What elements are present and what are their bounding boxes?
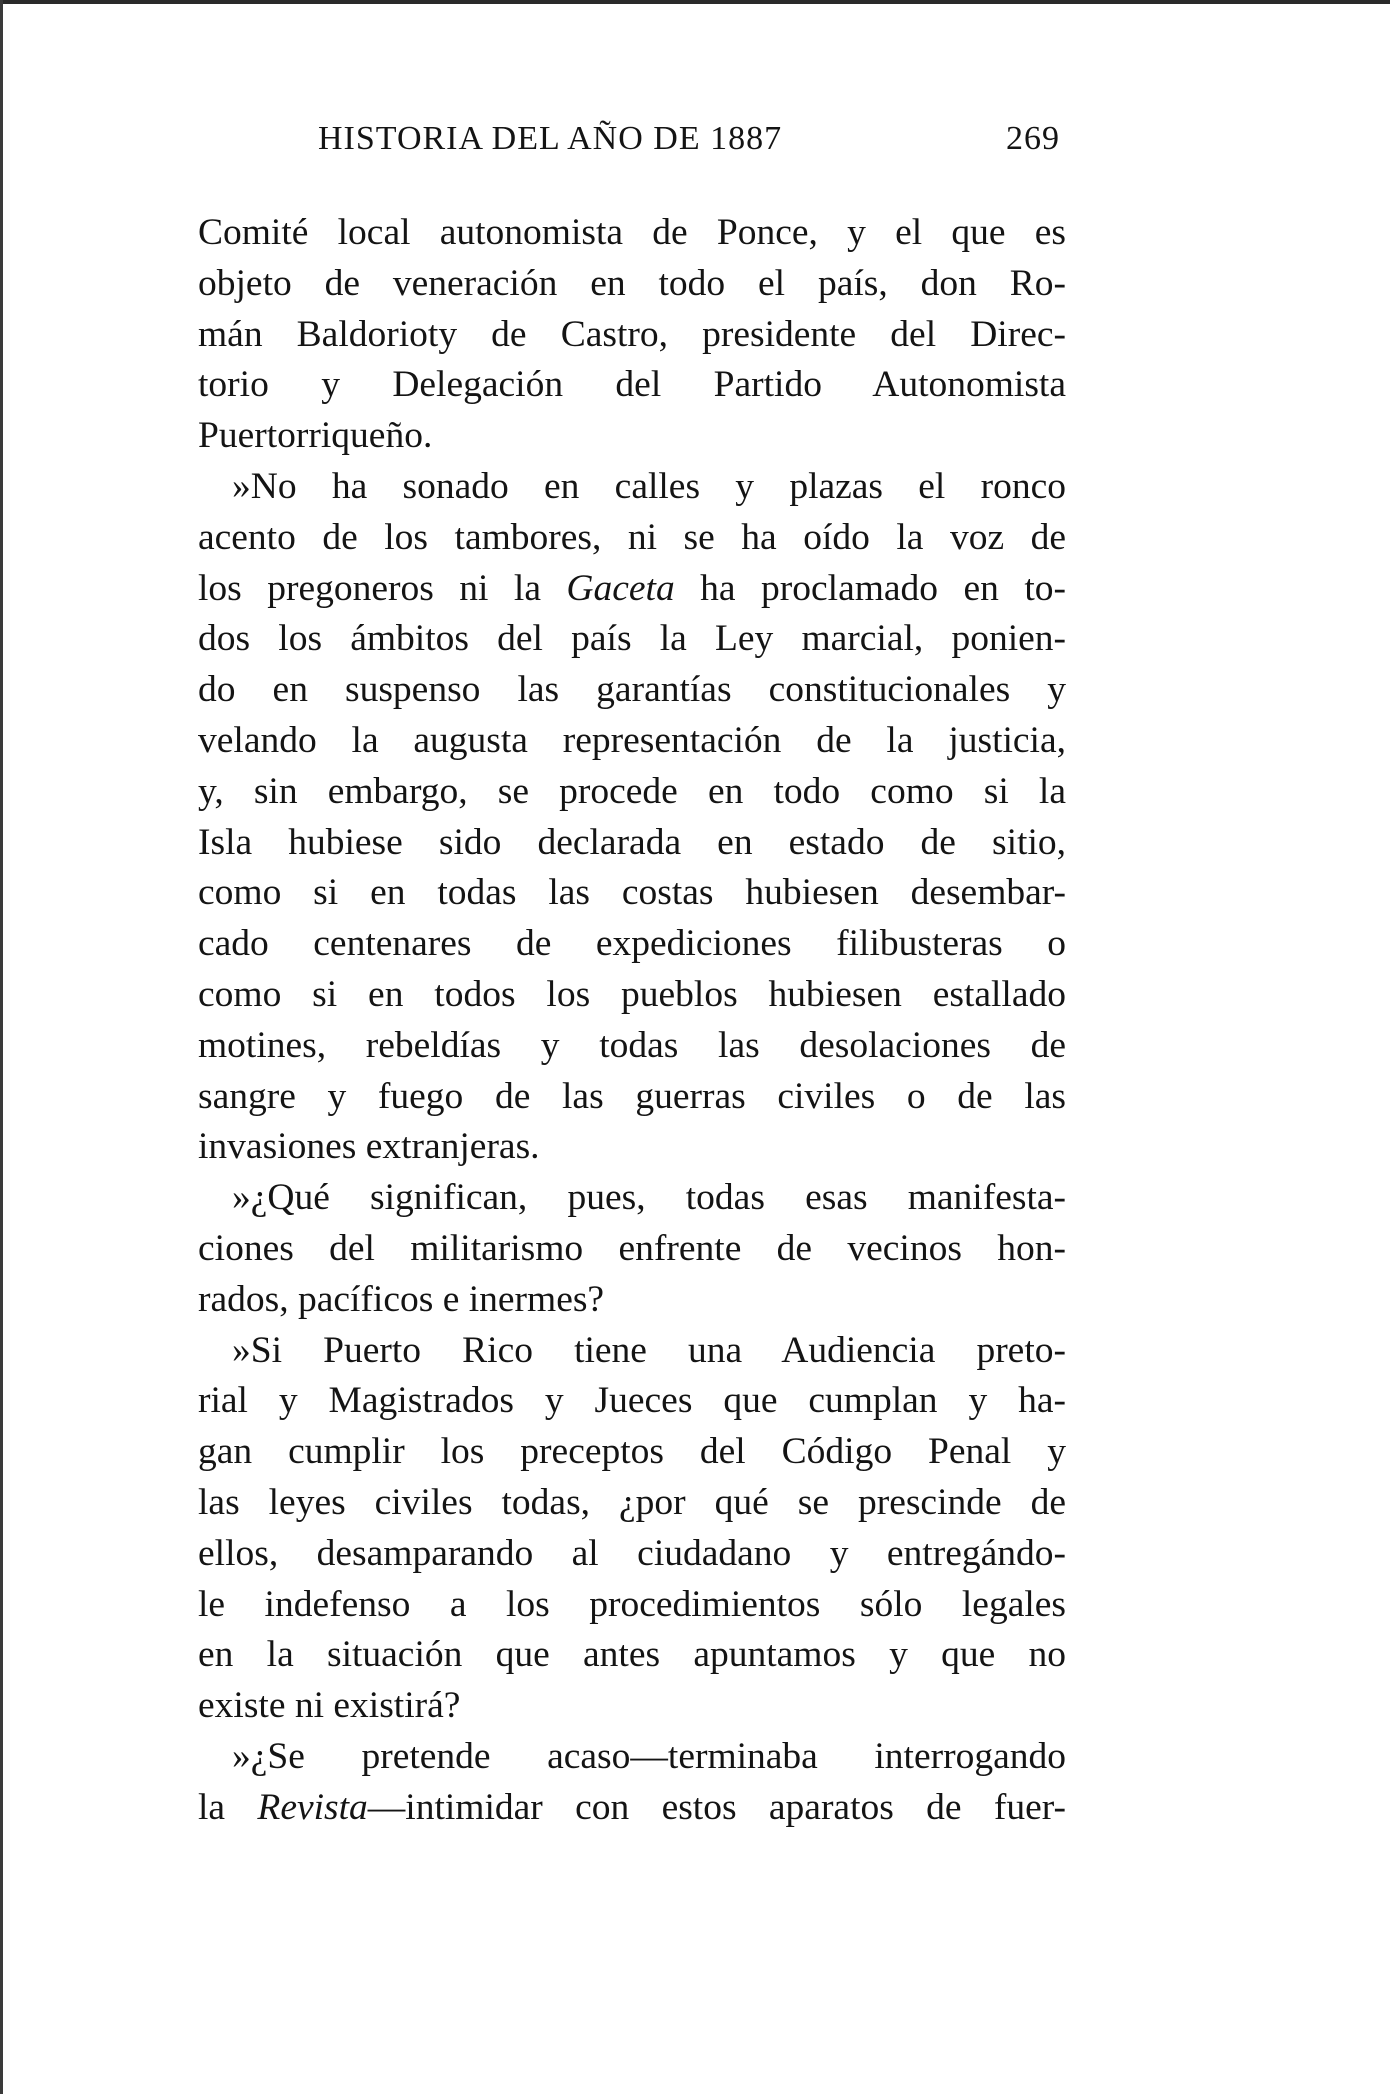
text-line: como si en todos los pueblos hubiesen estallado xyxy=(198,973,1066,1015)
text-line: gan cumplir los preceptos del Código Penal y xyxy=(198,1431,1066,1473)
text-segment: los pregoneros ni la xyxy=(198,567,567,609)
text-line: rados, pacíficos e inermes? xyxy=(198,1278,605,1320)
italic-title-revista: Revista xyxy=(257,1786,368,1828)
page-header xyxy=(318,120,1060,170)
text-line: »No ha sonado en calles y plazas el ronco xyxy=(232,465,1066,507)
text-line: ellos, desamparando al ciudadano y entregándo- xyxy=(198,1532,1066,1574)
text-line: rial y Magistrados y Jueces que cumplan y ha- xyxy=(198,1380,1066,1422)
text-line: »¿Qué significan, pues, todas esas manifesta- xyxy=(232,1177,1066,1219)
text-line: cado centenares de expediciones filibusteras o xyxy=(198,923,1066,965)
text-line: como si en todas las costas hubiesen desembar- xyxy=(198,872,1066,914)
text-line: velando la augusta representación de la justicia, xyxy=(198,719,1066,761)
body-text xyxy=(198,208,1066,1834)
running-title: HISTORIA DEL AÑO DE 1887 xyxy=(318,120,783,157)
text-line: Puertorriqueño. xyxy=(198,415,433,457)
text-segment: la xyxy=(198,1786,258,1828)
page-number: 269 xyxy=(1006,120,1060,157)
text-line: Comité local autonomista de Ponce, y el que es xyxy=(198,212,1066,253)
text-line: dos los ámbitos del país la Ley marcial, ponien- xyxy=(198,618,1066,660)
text-line: do en suspenso las garantías constitucionales y xyxy=(198,669,1066,711)
text-line: »Si Puerto Rico tiene una Audiencia preto- xyxy=(232,1329,1066,1371)
text-line: »¿Se pretende acaso—terminaba interrogando xyxy=(232,1735,1066,1777)
text-line: invasiones extranjeras. xyxy=(198,1126,540,1168)
text-line: sangre y fuego de las guerras civiles o de las xyxy=(198,1075,1066,1117)
text-line: en la situación que antes apuntamos y que no xyxy=(198,1634,1066,1676)
italic-title-gaceta: Gaceta xyxy=(566,567,675,609)
text-segment: ha proclamado en to- xyxy=(674,567,1066,609)
text-line: objeto de veneración en todo el país, don Ro- xyxy=(198,262,1066,304)
text-line: existe ni existirá? xyxy=(198,1685,461,1727)
text-line: mán Baldorioty de Castro, presidente del Direc- xyxy=(198,313,1066,355)
text-line xyxy=(198,1783,1066,1834)
text-segment: —intimidar con estos aparatos de fuer- xyxy=(367,1786,1066,1828)
text-line: Isla hubiese sido declarada en estado de sitio, xyxy=(198,821,1066,863)
text-line: ciones del militarismo enfrente de vecinos hon- xyxy=(198,1227,1066,1269)
text-line: y, sin embargo, se procede en todo como si la xyxy=(198,770,1066,812)
text-line: acento de los tambores, ni se ha oído la voz de xyxy=(198,516,1066,558)
text-line: le indefenso a los procedimientos sólo legales xyxy=(198,1583,1066,1625)
scan-edge-left xyxy=(0,0,3,2094)
text-line xyxy=(198,564,1066,615)
text-line: motines, rebeldías y todas las desolaciones de xyxy=(198,1024,1066,1066)
scan-edge-top xyxy=(0,0,1390,4)
text-line: las leyes civiles todas, ¿por qué se prescinde de xyxy=(198,1481,1066,1523)
text-line: torio y Delegación del Partido Autonomista xyxy=(198,364,1066,406)
